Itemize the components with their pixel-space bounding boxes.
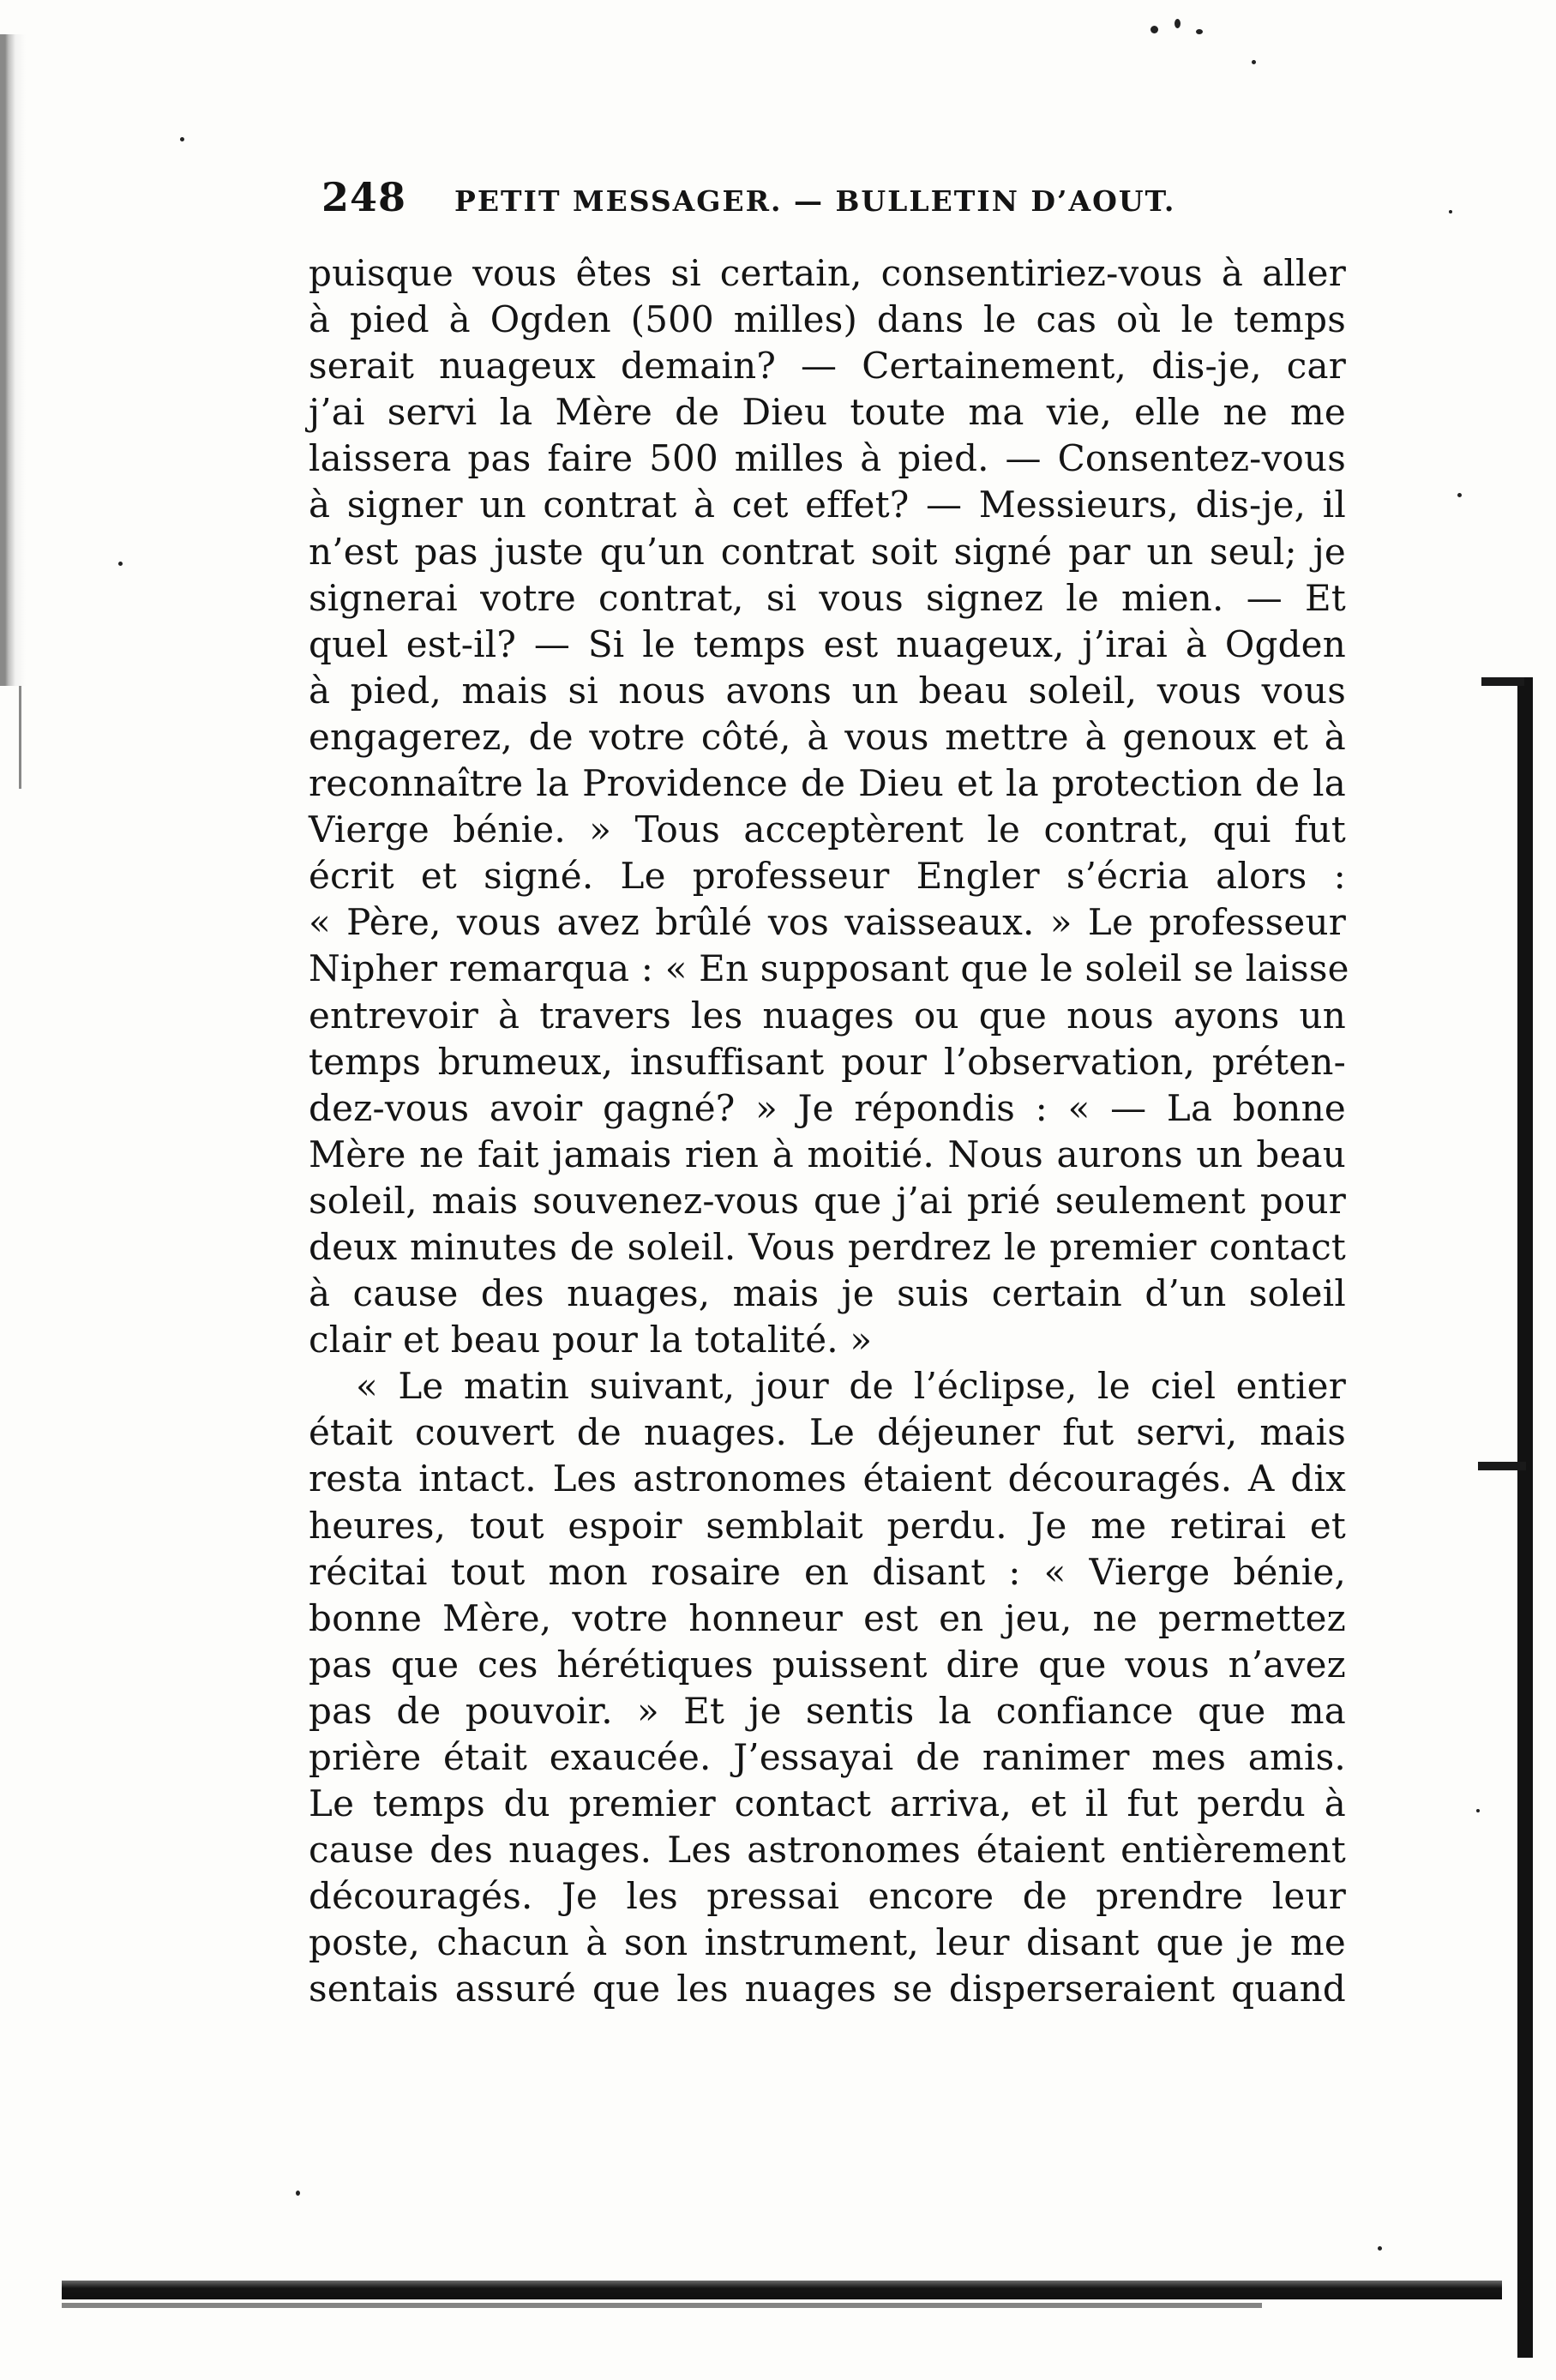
body-text <box>309 250 1349 2013</box>
print-speck <box>1252 60 1256 64</box>
page-number: 248 <box>321 174 407 220</box>
text-line: était couvert de nuages. Le déjeuner fut servi, mais <box>309 1411 1346 1454</box>
text-line: heures, tout espoir semblait perdu. Je me retirai et <box>309 1504 1346 1547</box>
text-line: à pied, mais si nous avons un beau soleil, vous vous <box>309 669 1346 712</box>
text-line: temps brumeux, insuffisant pour l’observation, préten- <box>309 1040 1346 1083</box>
text-line: deux minutes de soleil. Vous perdrez le premier contact <box>309 1225 1346 1268</box>
text-line: sentais assuré que les nuages se disperseraient quand <box>309 1968 1346 2010</box>
print-speck <box>296 2191 300 2196</box>
binding-mark <box>19 686 21 789</box>
text-line: Nipher remarqua : « En supposant que le soleil se laisse <box>309 947 1349 990</box>
text-line: récitai tout mon rosaire en disant : « Vierge bénie, <box>309 1550 1346 1593</box>
text-line: signerai votre contrat, si vous signez le mien. — Et <box>309 576 1346 619</box>
text-line: pas de pouvoir. » Et je sentis la confiance que ma <box>309 1689 1346 1732</box>
text-line: bonne Mère, votre honneur est en jeu, ne permettez <box>309 1596 1346 1639</box>
print-speck <box>1175 19 1181 28</box>
text-line: cause des nuages. Les astronomes étaient entièrement <box>309 1829 1346 1872</box>
text-line: n’est pas juste qu’un contrat soit signé par un seul; je <box>309 530 1346 573</box>
text-line: Le temps du premier contact arriva, et il fut perdu à <box>309 1782 1346 1825</box>
print-speck <box>1457 493 1462 497</box>
text-line: pas que ces hérétiques puissent dire que vous n’avez <box>309 1643 1346 1686</box>
text-line-paragraph-end: clair et beau pour la totalité. » <box>309 1319 873 1361</box>
binding-shadow <box>0 34 26 686</box>
print-speck <box>1378 2246 1382 2251</box>
print-speck <box>1476 1809 1480 1812</box>
page-edge-shadow <box>1517 677 1533 2358</box>
text-line: puisque vous êtes si certain, consentiriez-vous à aller <box>309 252 1346 294</box>
text-line: Mère ne fait jamais rien à moitié. Nous aurons un beau <box>309 1133 1346 1175</box>
text-line: Vierge bénie. » Tous acceptèrent le contrat, qui fut <box>309 808 1346 851</box>
page-header <box>321 174 1470 225</box>
print-speck <box>1196 29 1203 34</box>
text-line: soleil, mais souvenez-vous que j’ai prié seulement pour <box>309 1179 1346 1222</box>
print-speck <box>1150 26 1158 33</box>
text-line: quel est-il? — Si le temps est nuageux, j’irai à Ogden <box>309 622 1346 665</box>
page-edge-mark <box>1478 1462 1526 1470</box>
bottom-edge-shadow <box>62 2303 1262 2308</box>
text-line: écrit et signé. Le professeur Engler s’écria alors : <box>309 855 1346 898</box>
bottom-edge-shadow <box>62 2281 1502 2299</box>
text-line: resta intact. Les astronomes étaient découragés. A dix <box>309 1457 1346 1500</box>
text-line: à signer un contrat à cet effet? — Messieurs, dis-je, il <box>309 484 1346 526</box>
text-line: reconnaître la Providence de Dieu et la protection de la <box>309 762 1346 805</box>
text-line: à cause des nuages, mais je suis certain d’un soleil <box>309 1272 1346 1315</box>
text-line: engagerez, de votre côté, à vous mettre à genoux et à <box>309 715 1346 758</box>
text-line: à pied à Ogden (500 milles) dans le cas où le temps <box>309 298 1346 341</box>
text-line: dez-vous avoir gagné? » Je répondis : « — La bonne <box>309 1086 1346 1129</box>
print-speck <box>180 137 184 141</box>
text-line: « Père, vous avez brûlé vos vaisseaux. » Le professeur <box>309 901 1346 944</box>
page-edge-mark <box>1481 677 1524 686</box>
text-line: entrevoir à travers les nuages ou que nous ayons un <box>309 994 1346 1037</box>
text-line: j’ai servi la Mère de Dieu toute ma vie, elle ne me <box>309 391 1346 434</box>
text-line: poste, chacun à son instrument, leur disant que je me <box>309 1921 1346 1964</box>
text-line: laissera pas faire 500 milles à pied. — Consentez-vous <box>309 437 1346 480</box>
print-speck <box>118 562 123 566</box>
text-line-paragraph-start: « Le matin suivant, jour de l’éclipse, le ciel entier <box>356 1365 1346 1408</box>
text-line: prière était exaucée. J’essayai de ranimer mes amis. <box>309 1736 1346 1778</box>
text-line: serait nuageux demain? — Certainement, dis-je, car <box>309 345 1346 388</box>
text-line: découragés. Je les pressai encore de prendre leur <box>309 1875 1346 1918</box>
running-head: PETIT MESSAGER. — BULLETIN D’AOUT. <box>454 184 1176 218</box>
